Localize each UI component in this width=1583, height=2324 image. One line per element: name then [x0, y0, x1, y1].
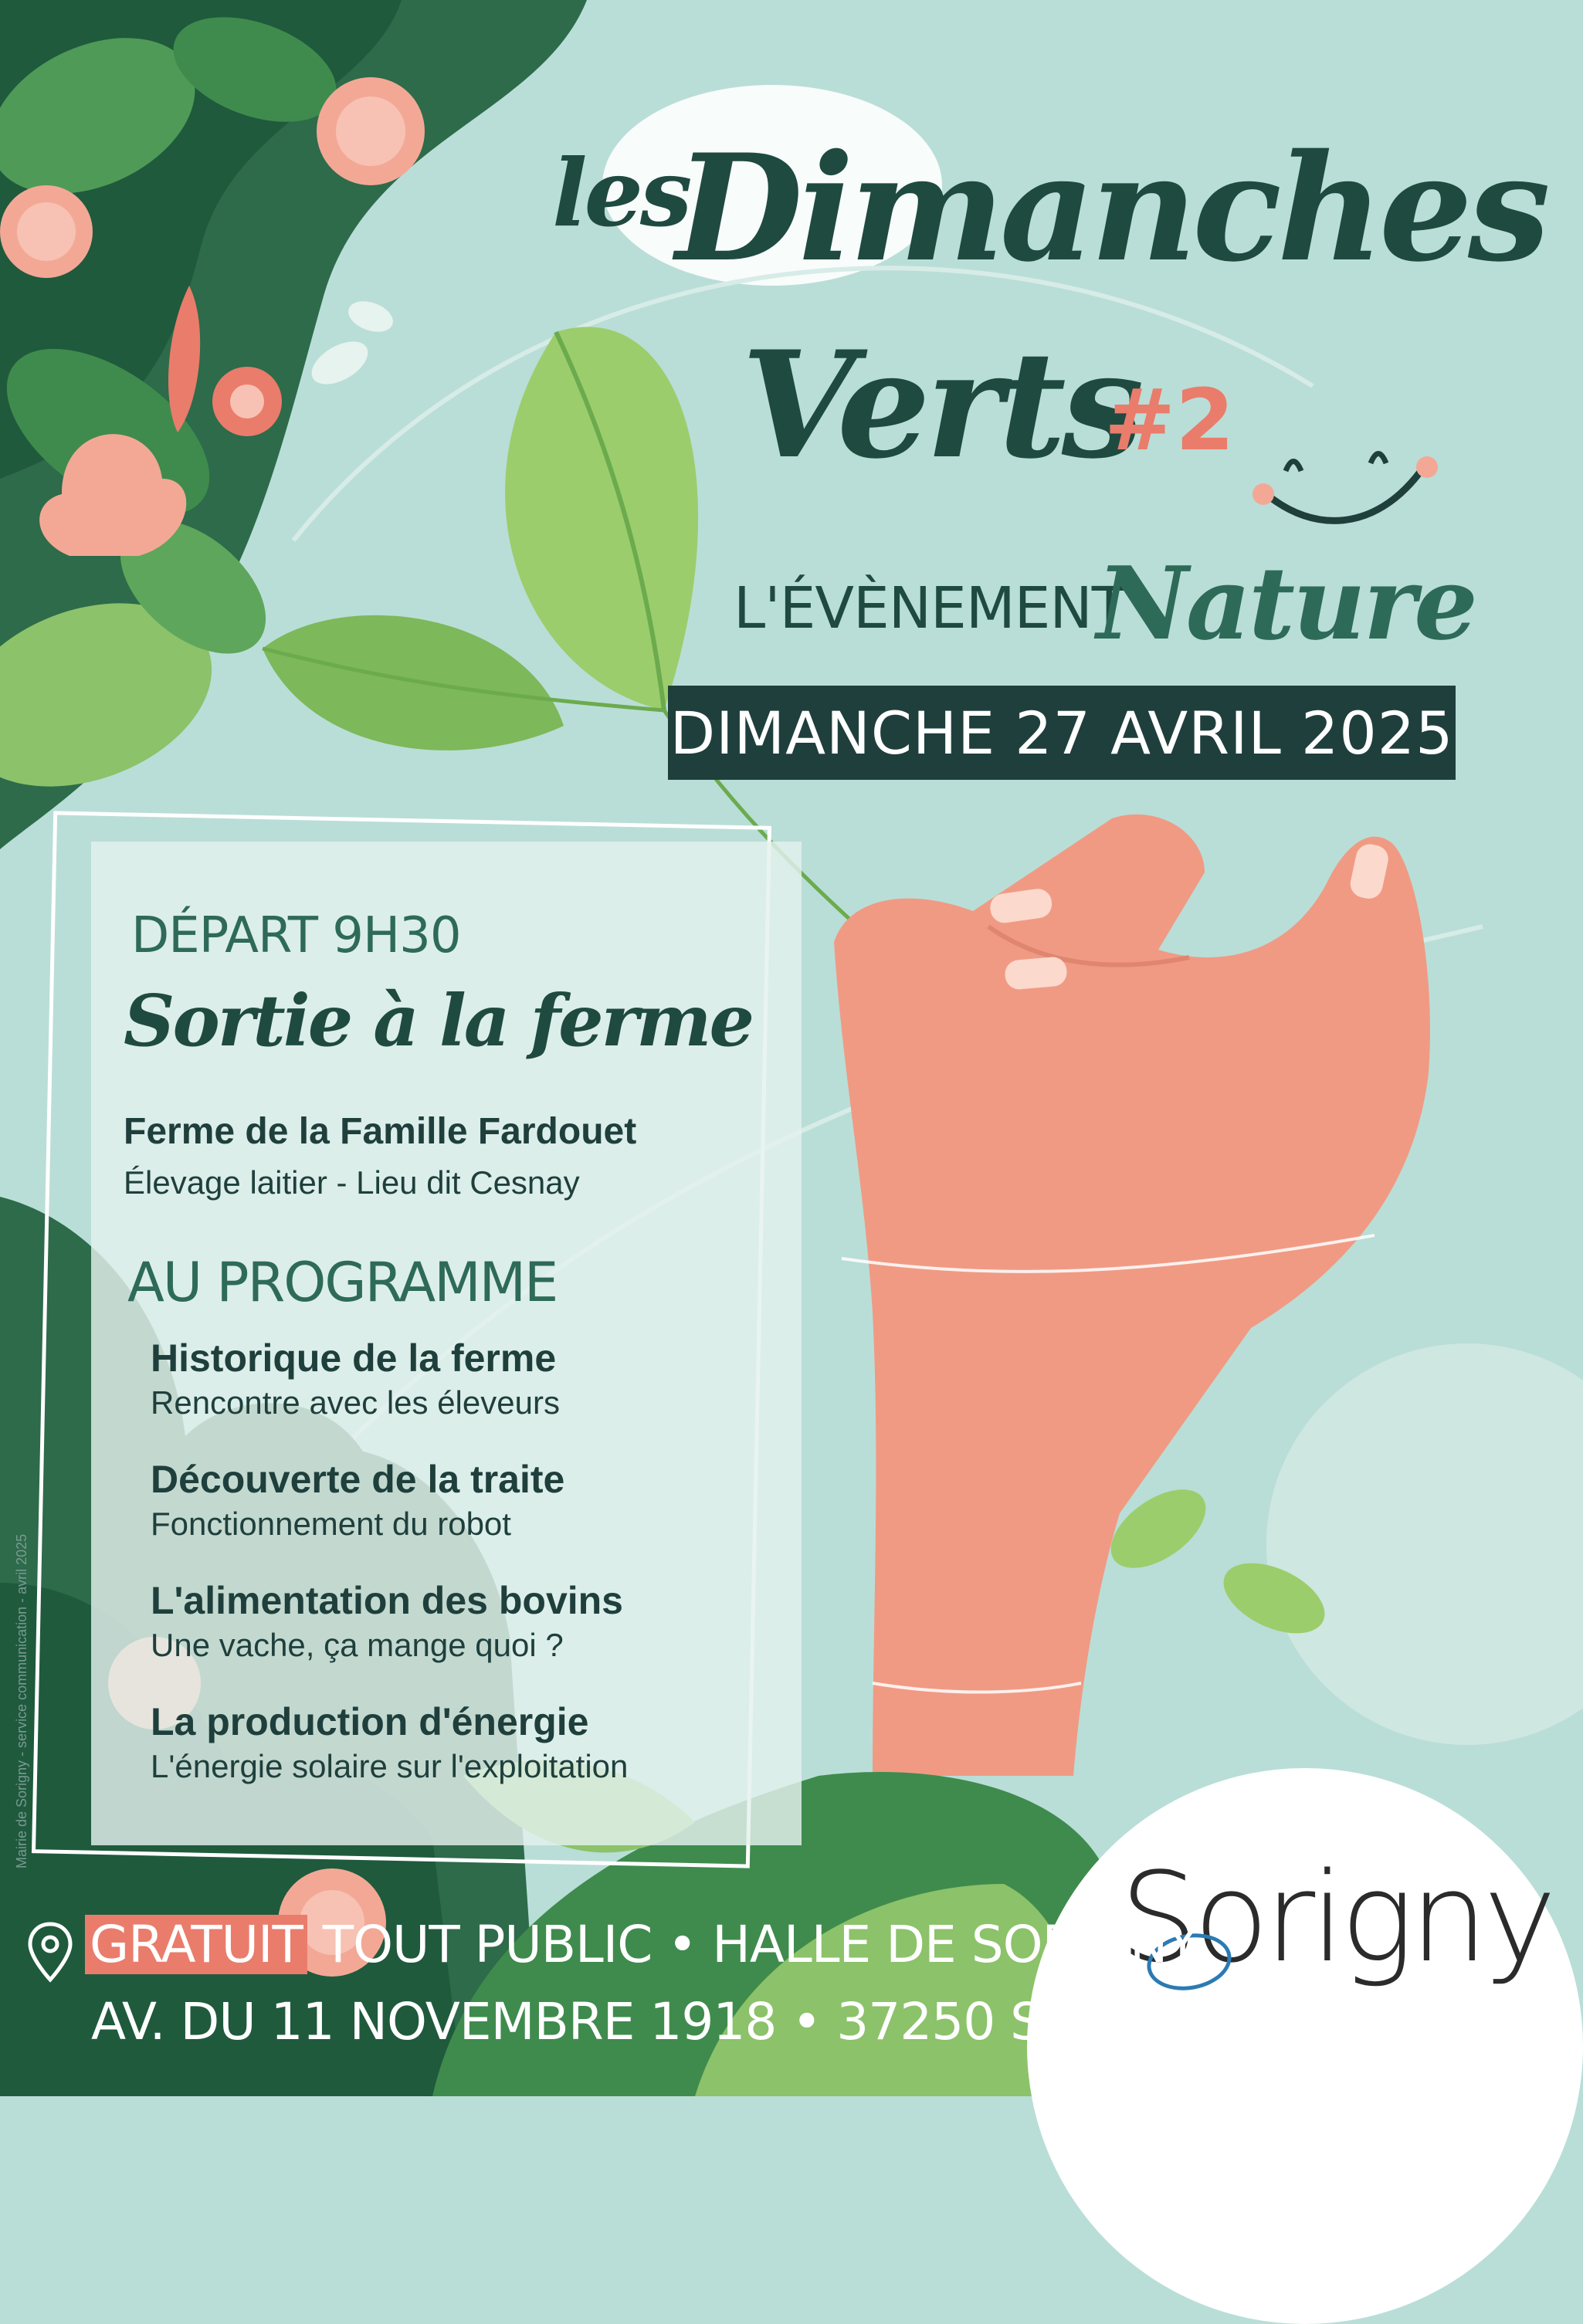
program-item-title: Historique de la ferme — [151, 1336, 557, 1380]
smile-mark — [1266, 471, 1421, 520]
title-dimanches: Dimanches — [676, 122, 1546, 294]
program-heading: AU PROGRAMME — [127, 1251, 558, 1314]
farm-description: Élevage laitier - Lieu dit Cesnay — [124, 1164, 580, 1201]
farm-name: Ferme de la Famille Fardouet — [124, 1111, 637, 1152]
program-item-title: La production d'énergie — [151, 1700, 589, 1743]
program-item — [151, 1334, 560, 1424]
subtitle-nature: Nature — [1097, 544, 1476, 662]
departure-time: DÉPART 9H30 — [131, 907, 461, 964]
location-pin-icon — [27, 1921, 73, 1983]
cloud-shape — [1266, 1343, 1583, 1745]
free-badge: GRATUIT — [85, 1915, 307, 1974]
small-leaf — [263, 615, 564, 750]
program-item-title: Découverte de la traite — [151, 1458, 565, 1501]
activity-title: Sortie à la ferme — [124, 979, 752, 1062]
audience-location: TOUT PUBLIC • HALLE DE SORIGNY — [322, 1915, 1198, 1974]
edition-number: #2 — [1104, 371, 1235, 469]
program-item-desc: Fonctionnement du robot — [151, 1506, 511, 1542]
program-item-title: L'alimentation des bovins — [151, 1579, 623, 1622]
big-leaf — [505, 327, 698, 710]
side-credit: Mairie de Sorigny - service communication - avril 2025 — [14, 1533, 29, 1868]
program-item — [151, 1455, 564, 1545]
title-les: les — [552, 139, 690, 248]
program-item-desc: L'énergie solaire sur l'exploitation — [151, 1748, 629, 1784]
program-item-desc: Rencontre avec les éleveurs — [151, 1384, 560, 1421]
program-item — [151, 1698, 628, 1787]
date-banner: DIMANCHE 27 AVRIL 2025 — [668, 686, 1456, 780]
title-verts: Verts — [741, 319, 1140, 491]
subtitle-event: L'ÉVÈNEMENT — [734, 575, 1126, 642]
program-item — [151, 1577, 623, 1666]
program-item-desc: Une vache, ça mange quoi ? — [151, 1627, 564, 1663]
footer-info — [85, 1915, 1198, 1974]
sorigny-logo: Sorigny — [1120, 1845, 1552, 1990]
footer-address: AV. DU 11 NOVEMBRE 1918 • 37250 SORIGNY — [91, 1992, 1237, 2051]
